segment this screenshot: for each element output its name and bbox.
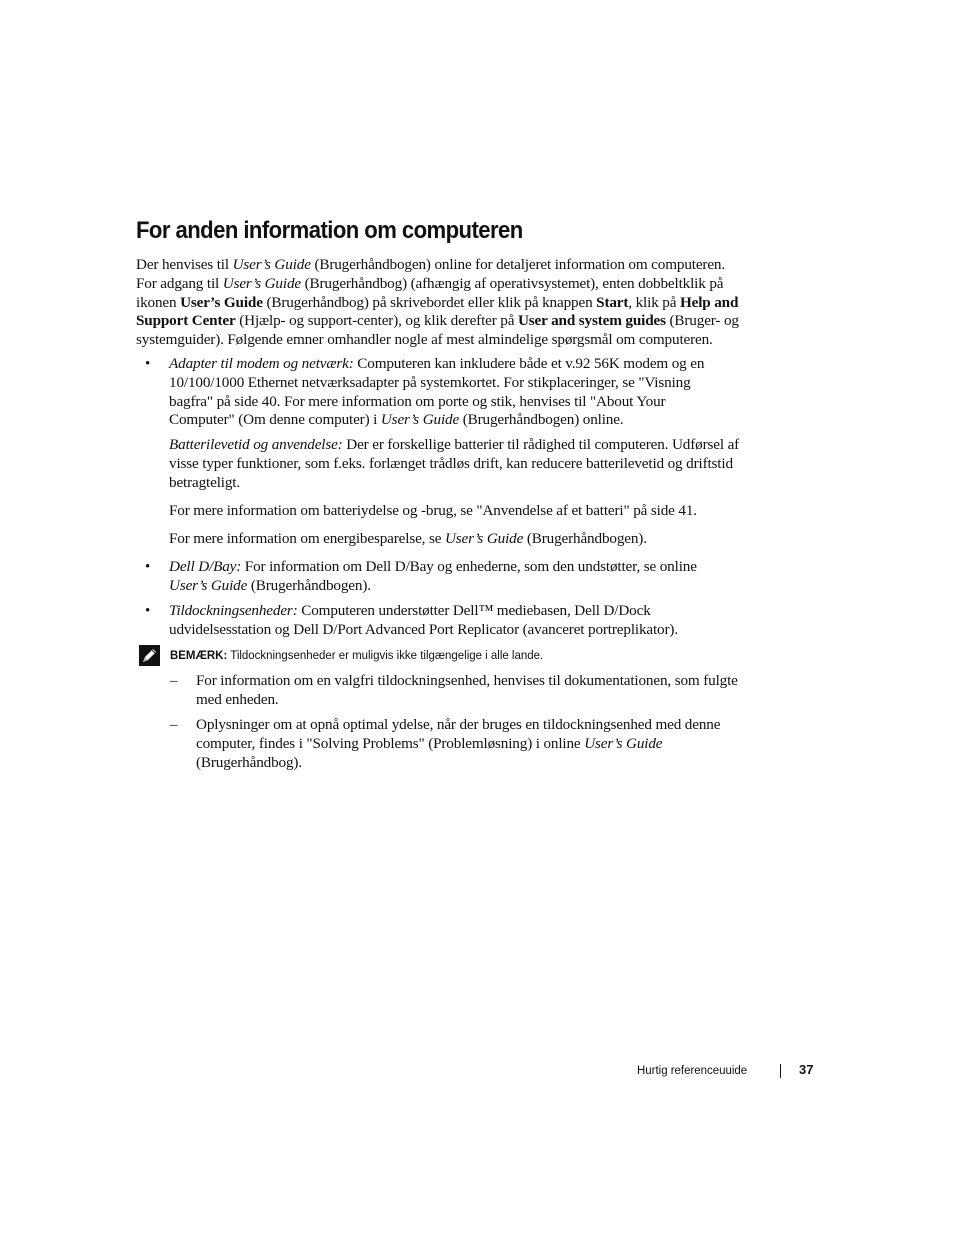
intro-system-guides-label: User and system guides (517, 312, 666, 330)
intro-text-1: Der henvises til (136, 256, 233, 273)
bullet-modem-users-guide: User’s Guide (380, 411, 460, 429)
intro-paragraph (136, 256, 742, 350)
bullet-modem-term: Adapter til modem og netværk: (169, 355, 354, 372)
footer-separator (780, 1064, 781, 1078)
battery-paragraph (169, 436, 749, 492)
bullet-dell-dbay (169, 558, 731, 596)
intro-users-guide-2: User’s Guide (222, 274, 301, 292)
intro-text-5: , klik på (628, 293, 680, 311)
intro-text-4: (Brugerhåndbog) på skrivebordet eller klik på knappen (262, 293, 597, 311)
intro-users-guide-1: User’s Guide (232, 256, 311, 273)
bullet-marker-3: • (145, 602, 151, 619)
bullet-marker-1: • (145, 355, 151, 372)
intro-users-guide-icon-label: User’s Guide (180, 293, 263, 311)
dash-marker-2: – (170, 716, 178, 733)
bullet-docking-text: Computeren understøtter Dell™ mediebasen, Dell D/Dock udvidelsesstation og Dell D/Port Advanced Port Replicator (avanceret portreplikator). (169, 602, 678, 638)
bullet-docking-term: Tildockningsenheder: (169, 602, 298, 619)
bullet-marker-2: • (145, 558, 151, 575)
note-body: Tildockningsenheder er muligvis ikke tilgængelige i alle lande. (227, 648, 544, 662)
bullet-dbay-users-guide: User’s Guide (169, 576, 248, 594)
energy-text-1: For mere information om energibesparelse, se (169, 530, 445, 547)
footer-doc-title: Hurtig referenceuuide (637, 1063, 748, 1077)
note-pencil-icon (139, 645, 160, 666)
footer-page-number: 37 (799, 1062, 814, 1077)
intro-text-6: (Hjælp- og support-center), og klik derefter på (235, 312, 518, 330)
intro-text-7: (Bruger- og systemguider). Følgende emner omhandler nogle af mest almindelige spørgsmål om computeren. (136, 312, 739, 349)
dash-item-docking-docs: For information om en valgfri tildockningsenhed, henvises til dokumentationen, som fulgte med enheden. (196, 672, 738, 708)
intro-text-3: (Brugerhåndbog) (afhængig af operativsystemet), enten dobbeltklik på ikonen (136, 274, 724, 311)
dash-performance-text-1: Oplysninger om at opnå optimal ydelse, når der bruges en tildockningsenhed med denne computer, findes i "Solving Problems" (Problemløsning) i online (196, 716, 721, 752)
page-title: For anden information om computeren (136, 217, 523, 244)
intro-help-center-label: Help and Support Center (136, 293, 739, 330)
note-label: BEMÆRK: (170, 648, 228, 662)
dash-item-performance (196, 716, 756, 772)
energy-users-guide: User’s Guide (444, 530, 524, 547)
bullet-dbay-term: Dell D/Bay: (169, 558, 242, 575)
battery-more-paragraph: For mere information om batteriydelse og -brug, se "Anvendelse af et batteri" på side 41. (169, 502, 697, 519)
dash-performance-users-guide: User’s Guide (584, 734, 663, 752)
intro-text-2: (Brugerhåndbogen) online for detaljeret information om computeren. For adgang til (136, 256, 726, 292)
dash-performance-text-2: (Brugerhåndbog). (196, 753, 302, 771)
energy-paragraph (169, 530, 769, 549)
energy-text-2: (Brugerhåndbogen). (523, 530, 647, 547)
bullet-dbay-text-1: For information om Dell D/Bay og enhederne, som den undstøtter, se online (241, 558, 697, 575)
bullet-docking-devices (169, 602, 717, 640)
bullet-dbay-text-2: (Brugerhåndbogen). (247, 576, 371, 594)
dash-marker-1: – (170, 672, 178, 689)
intro-start-label: Start (596, 293, 629, 311)
bullet-modem-text-1: Computeren kan inkludere både et v.92 56K modem og en 10/100/1000 Ethernet netværksadapter på systemkortet. For stikplaceringer, se "Visning bagfra" på side 40. For mere information om porte og stik, henvises til "About Your Computer" (Om denne computer) i (169, 355, 705, 429)
battery-term: Batterilevetid og anvendelse: (169, 436, 343, 453)
bullet-modem-network (169, 355, 729, 430)
battery-text: Der er forskellige batterier til rådighed til computeren. Udførsel af visse typer funktioner, som f.eks. forlænget trådløs drift, kan reducere batterilevetid og driftstid betragteligt. (169, 436, 740, 491)
bullet-modem-text-2: (Brugerhåndbogen) online. (459, 411, 624, 429)
note-paragraph (170, 648, 543, 662)
